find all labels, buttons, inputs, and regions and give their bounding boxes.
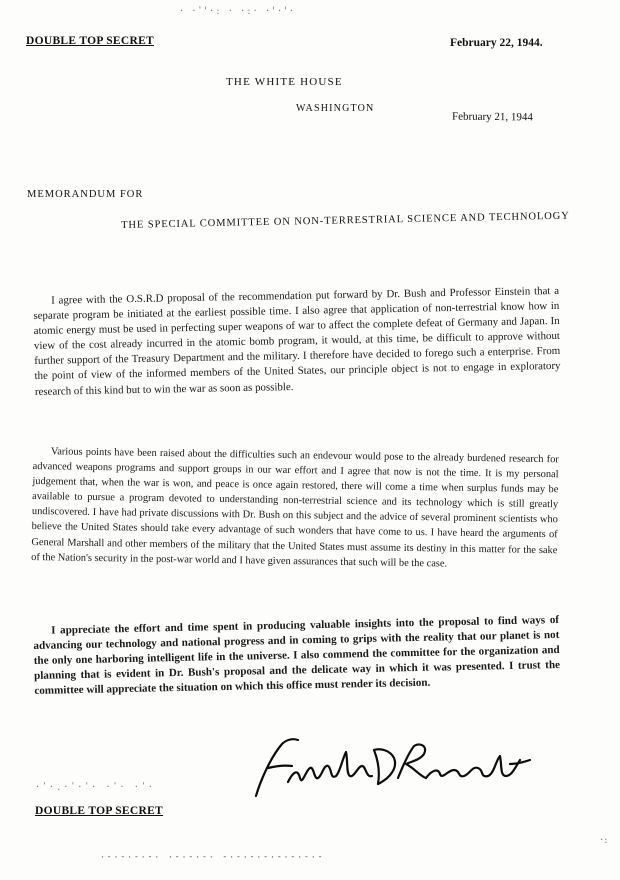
memo-paragraph-2-text: Various points have been raised about the difficulties such an endevour would pose to the already burdened research for advanced weapons programs and support groups in our war effort and I agree that now is not the time. It is my personal judgement that, when the war is won, and peace is once again restored, there will come a time when surplus funds may be available to pursue a program devoted to understanding non-terrestrial science and its technology which is still greatly undiscovered. I have had private discussions with Dr. Bush on this subject and the advice of several prominent scientists who believe the United States should take every advantage of such wonders that have come to us. I have heard the arguments of General Marshall and other members of the military that the United States must assume its destiny in this matter for the sake of the Nation's security in the post-war world and I have given assurances that such will be the case.: [31, 446, 559, 570]
scan-speckle-top: · ·ˈ'·: · ·:· ·'·'·: [180, 6, 297, 17]
letterhead-line-2: WASHINGTON: [296, 103, 375, 114]
top-date-stamp: February 22, 1944.: [450, 37, 543, 49]
letterhead-line-1: THE WHITE HOUSE: [226, 76, 343, 88]
signature-image: [248, 730, 533, 800]
scan-speckle-right-edge: ·:: [600, 835, 609, 846]
scan-speckle-signature-left: ·ˈ·.·ˈ·ˈ· ·ˈ· ·ˈ·: [36, 782, 156, 793]
scan-footer-noise: ·-·-·-·-· ·-·-·-· -·-·-·-·-·-·-·-: [100, 853, 325, 862]
memo-paragraph-3: [33, 613, 560, 699]
memo-paragraph-3-text: I appreciate the effort and time spent in producing valuable insights into the proposal to find ways of advancing our technology and national progress and in coming to grips with the reality that our planet is not the only one harboring intelligent life in the universe. I also commend the committee for the organization and planning that is evident in Dr. Bush's proposal and the delicate way in which it was presented. I trust the committee will appreciate the situation on which this office must render its decision.: [33, 613, 561, 698]
memo-paragraph-1: [33, 284, 561, 400]
memo-paragraph-2: [31, 444, 559, 573]
top-classification-mark: DOUBLE TOP SECRET: [26, 35, 155, 47]
memo-addressee: THE SPECIAL COMMITTEE ON NON-TERRESTRIAL SCIENCE AND TECHNOLOGY: [121, 210, 570, 231]
memorandum-for-label: MEMORANDUM FOR: [27, 189, 144, 200]
memo-paragraph-1-text: I agree with the O.S.R.D proposal of the recommendation put forward by Dr. Bush and Professor Einstein that a separate program be initiated at the earliest possible time. I also agree that application of non-terrestrial know how in atomic energy must be used in perfecting super weapons of war to affect the complete defeat of Germany and Japan. In view of the cost already incurred in the atomic bomb program, it would, at this time, be difficult to approve without further support of the Treasury Department and the military. I therefore have decided to forego such a enterprise. From the point of view of the informed members of the United States, our principle object is not to engage in exploratory research of this kind but to win the war as soon as possible.: [33, 284, 561, 398]
memo-date: February 21, 1944: [451, 110, 534, 124]
bottom-classification-mark: DOUBLE TOP SECRET: [35, 805, 164, 817]
